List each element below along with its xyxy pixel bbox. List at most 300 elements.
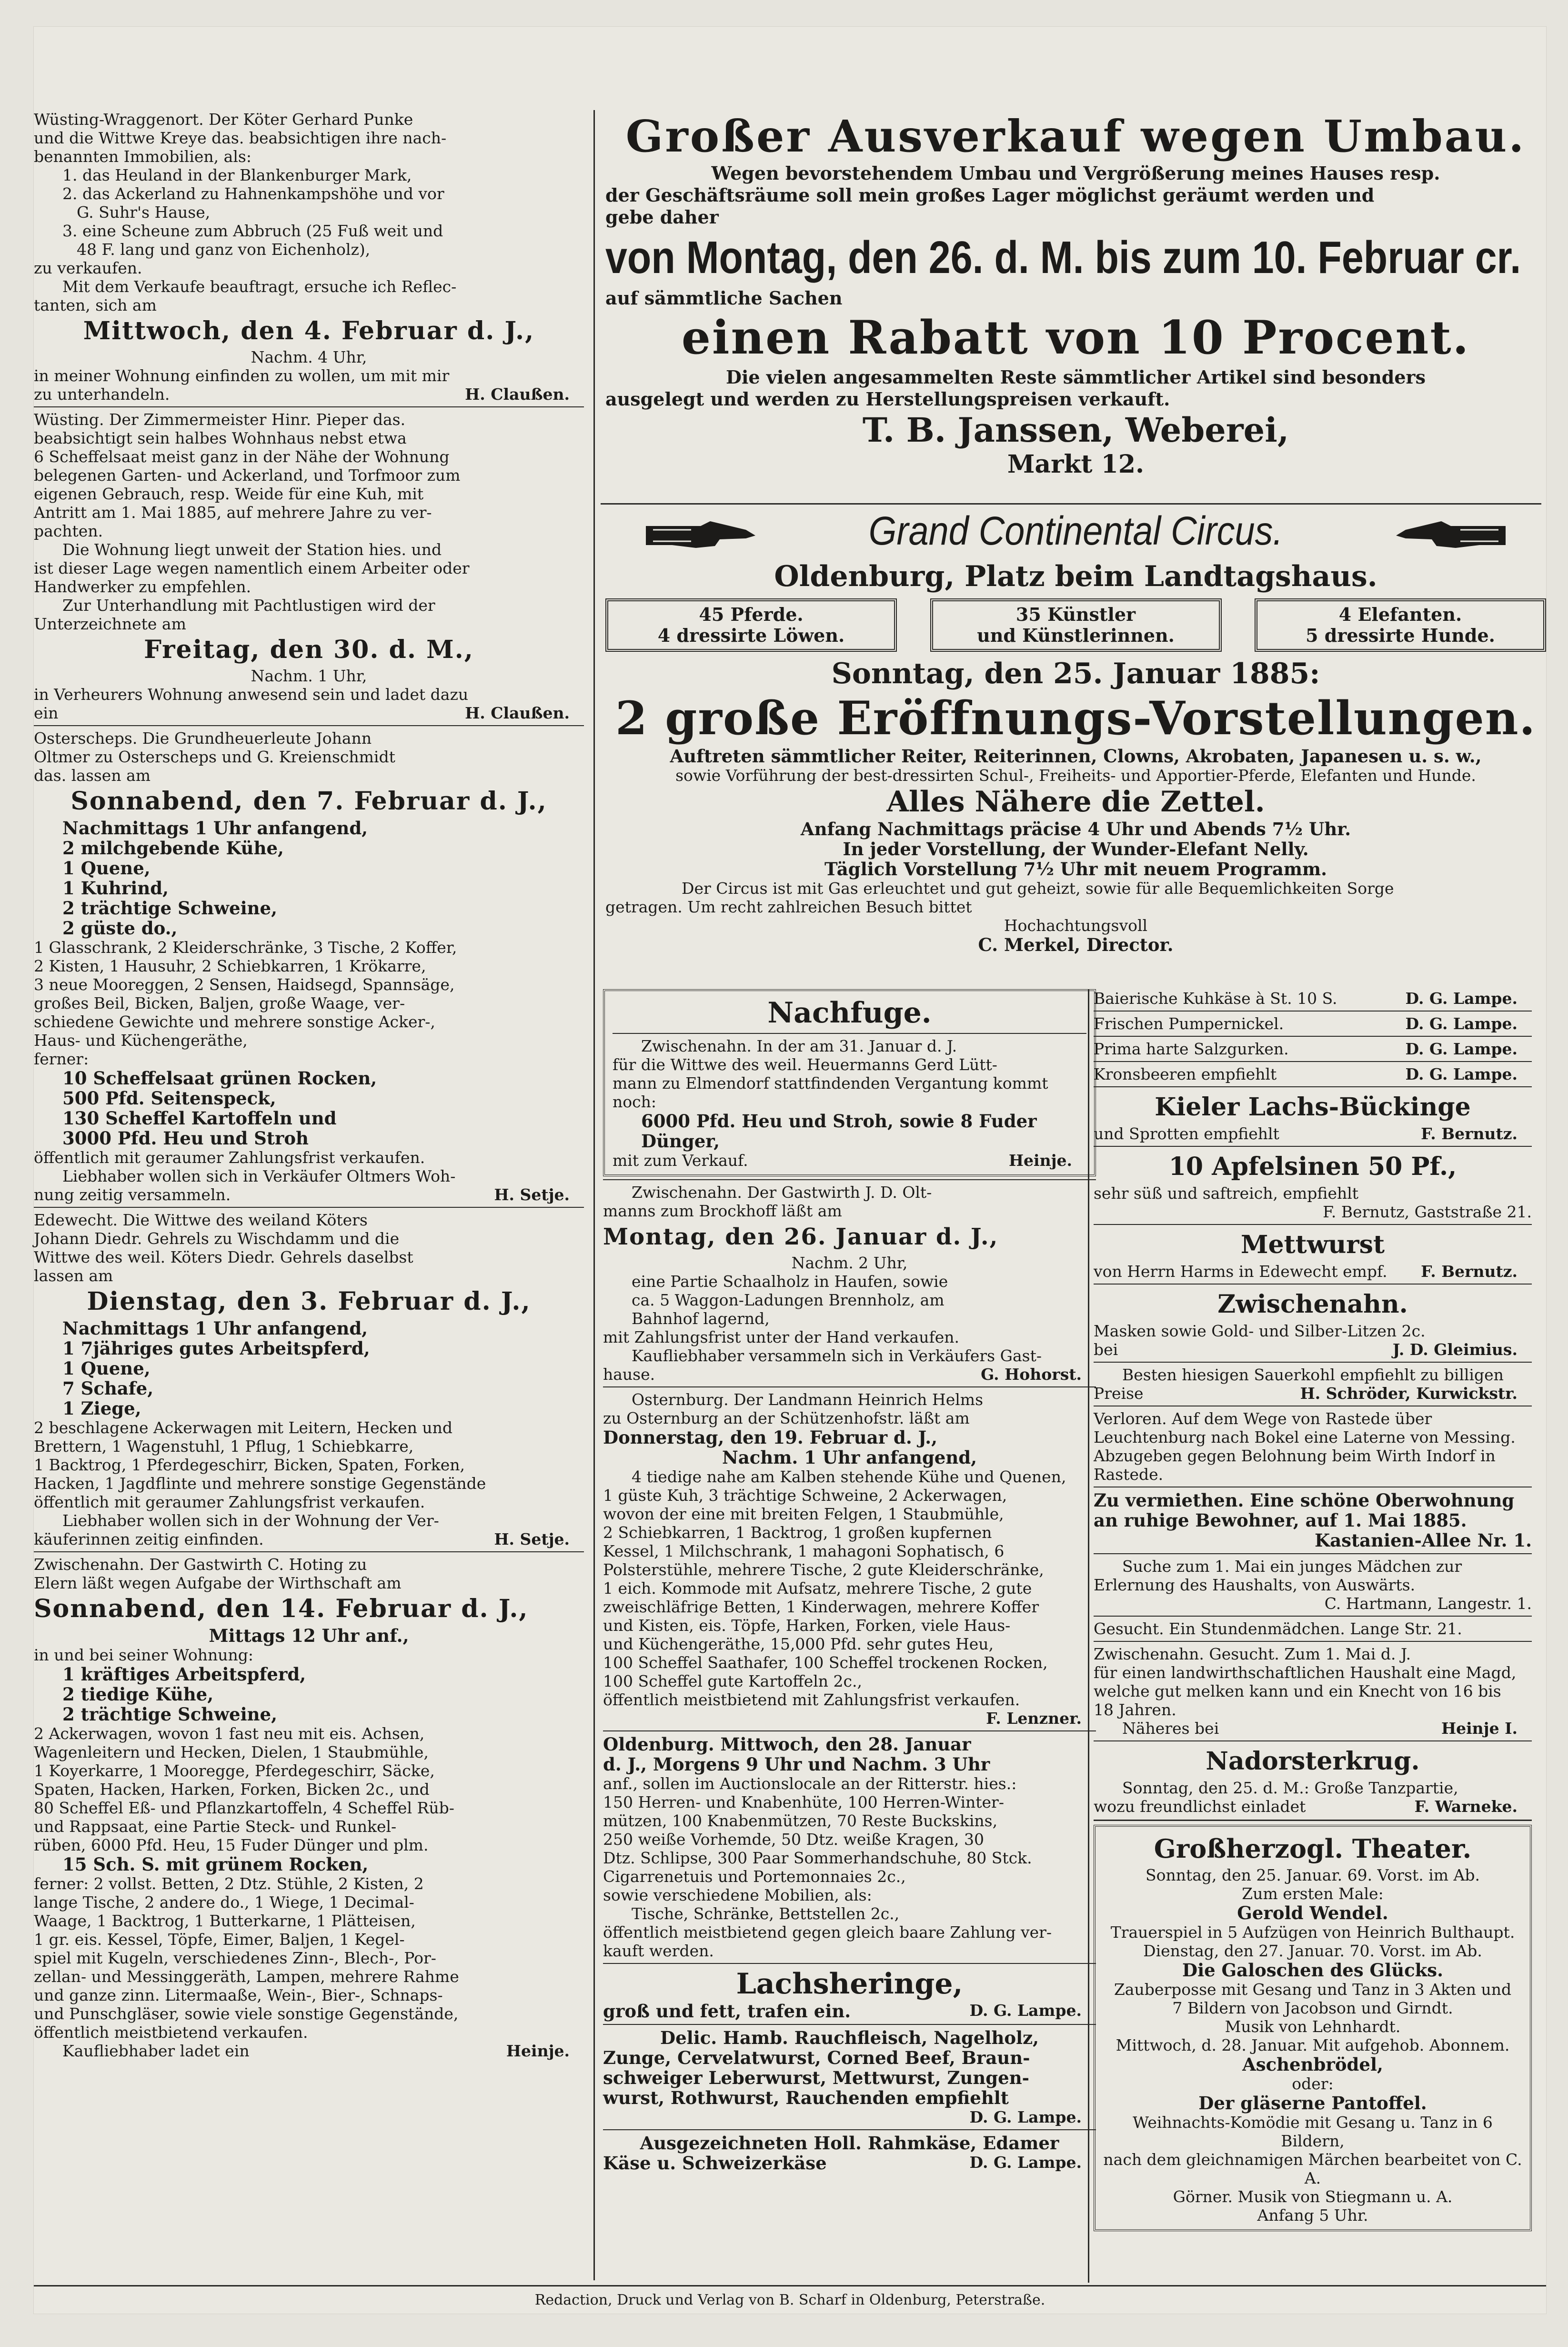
ad-time: Nachm. 4 Uhr, (251, 348, 367, 366)
text-line: das. lassen am (34, 766, 151, 785)
item-line: 1 Kuhrind, (62, 878, 169, 899)
divider (1094, 1086, 1532, 1087)
text-line: Aschenbrödel, (1242, 2054, 1383, 2075)
text-line: 2 Schiebkarren, 1 Backtrog, 1 großen kupfernen (603, 1523, 992, 1542)
text-line: Erlernung des Haushalts, von Auswärts. (1094, 1576, 1416, 1594)
text-line: zu Osternburg an der Schützenhofstr. läßt am (603, 1409, 970, 1427)
text-line: Gesucht. Ein Stundenmädchen. Lange Str. 21. (1094, 1619, 1462, 1638)
text-line: Waage, 1 Backtrog, 1 Butterkarne, 1 Plätteisen, (34, 1912, 416, 1930)
item-line: 130 Scheffel Kartoffeln und (62, 1108, 337, 1129)
text-line: tanten, sich am (34, 296, 157, 314)
divider (1094, 1362, 1532, 1363)
ad-date: Montag, den 26. Januar d. J., (603, 1224, 999, 1250)
text-line: Täglich Vorstellung 7½ Uhr mit neuem Programm. (824, 859, 1327, 880)
text-line: Osternburg. Der Landmann Heinrich Helms (632, 1390, 984, 1409)
text-line: der Geschäftsräume soll mein großes Lager möglichst geräumt werden und (605, 184, 1375, 206)
text-line: Zu vermiethen. Eine schöne Oberwohnung (1094, 1490, 1515, 1511)
item-line: 3000 Pfd. Heu und Stroh (62, 1128, 309, 1149)
text-line: Musik von Lehnhardt. (1225, 2017, 1401, 2036)
text-line: 2 Kisten, 1 Hausuhr, 2 Schiebkarren, 1 Krökarre, (34, 957, 426, 975)
text-line: zu verkaufen. (34, 259, 142, 277)
ad-date: von Montag, den 26. d. M. bis zum 10. Februar cr. (605, 232, 1521, 283)
text-line: d. J., Morgens 9 Uhr und Nachm. 3 Uhr (603, 1754, 990, 1775)
ad-headline: Kieler Lachs-Bückinge (1155, 1093, 1471, 1122)
text-line: 250 weiße Vorhemde, 50 Dtz. weiße Kragen, 30 (603, 1830, 984, 1849)
text-line: 100 Scheffel Saathafer, 100 Scheffel trockenen Rocken, (603, 1653, 1048, 1672)
item-line: 1 Quene, (62, 858, 151, 879)
ad-headline: Nachfuge. (767, 996, 932, 1030)
ad-signature: F. Warneke. (1414, 1797, 1518, 1816)
text-line: zellan- und Messinggeräth, Lampen, mehrere Rahme (34, 1967, 459, 1986)
middle-column (603, 989, 1096, 2173)
divider (603, 1730, 1096, 1731)
text-line: 4 tiedige nahe am Kalben stehende Kühe und Quenen, (632, 1467, 1066, 1486)
ad-wuesting-pieper (34, 410, 584, 722)
divider (1094, 1820, 1532, 1821)
text-line: Die Wohnung liegt unweit der Station hies. und (62, 540, 442, 559)
text-line: und Kisten, eis. Töpfe, Harken, Forken, viele Haus- (603, 1616, 1011, 1635)
text-line: Der Circus ist mit Gas erleuchtet und gut geheizt, sowie für alle Bequemlichkeiten Sorge (682, 879, 1394, 898)
text-line: wozu freundlichst einladet (1094, 1797, 1306, 1816)
attraction-box (930, 598, 1222, 652)
text-line: eigenen Gebrauch, resp. Weide für eine Kuh, mit (34, 485, 424, 503)
text-line: 100 Scheffel gute Kartoffeln 2c., (603, 1672, 862, 1690)
ad-signature: D. G. Lampe. (969, 2153, 1082, 2172)
text-line: Der gläserne Pantoffel. (1198, 2093, 1427, 2114)
attraction-box (1255, 598, 1546, 652)
text-line: Spaten, Hacken, Harken, Forken, Bicken 2c., und (34, 1780, 430, 1799)
ad-edewecht (34, 1211, 584, 1548)
text-line: Zwischenahn. Der Gastwirth J. D. Olt- (632, 1183, 932, 1202)
text-line: oder: (1292, 2074, 1334, 2093)
text-line: noch: (613, 1093, 656, 1111)
text-line: in Verheurers Wohnung anwesend sein und ladet dazu (34, 685, 469, 704)
ad-signature: F. Bernutz. (1421, 1262, 1518, 1281)
ad-signature: F. Bernutz, Gaststraße 21. (1323, 1203, 1532, 1221)
text-line: Kaufliebhaber ladet ein (62, 2042, 250, 2060)
text-line: Zunge, Cervelatwurst, Corned Beef, Braun- (603, 2047, 1030, 2068)
divider (1094, 1224, 1532, 1225)
text-line: Zur Unterhandlung mit Pachtlustigen wird der (62, 596, 435, 615)
text-line: rüben, 6000 Pfd. Heu, 15 Fuder Dünger und plm. (34, 1836, 429, 1854)
text-line: für die Wittwe des weil. Heuermanns Gerd Lütt- (613, 1055, 997, 1074)
text-line: welche gut melken kann und ein Knecht von 16 bis (1094, 1682, 1501, 1700)
text-line: kauft werden. (603, 1942, 714, 1960)
text-line: Nachm. 2 Uhr, (791, 1254, 908, 1272)
text-line: öffentlich meistbietend gegen gleich baare Zahlung ver- (603, 1923, 1052, 1942)
text-line: Polsterstühle, mehrere Tische, 2 gute Kleiderschränke, (603, 1560, 1044, 1579)
text-line: Wüsting. Der Zimmermeister Hinr. Pieper das. (34, 410, 406, 429)
ad-address: Markt 12. (1007, 450, 1145, 479)
box-line: 45 Pferde. (699, 604, 804, 625)
divider (34, 1207, 584, 1208)
text-line: Haus- und Küchengeräthe, (34, 1031, 248, 1050)
text-line: sowie Vorführung der best-dressirten Schul-, Freiheits- und Apportier-Pferde, Elefanten und Hunde. (675, 766, 1476, 785)
ad-circus (605, 507, 1546, 955)
ad-signature: H. Schröder, Kurwickstr. (1300, 1384, 1518, 1403)
theater-title: Großherzogl. Theater. (1154, 1833, 1472, 1864)
text-line: Masken sowie Gold- und Silber-Litzen 2c. (1094, 1322, 1426, 1340)
column-rule-left (593, 110, 595, 2280)
text-line: und Küchengeräthe, 15,000 Pfd. sehr gutes Heu, (603, 1635, 994, 1653)
text-line: ein (34, 704, 59, 722)
ad-zwischenahn-oltmanns (603, 1183, 1096, 1384)
ad-zwischenahn-hoting (34, 1555, 584, 2060)
text-line: 1. das Heuland in der Blankenburger Mark, (62, 166, 412, 184)
ad-signature: C. Merkel, Director. (978, 934, 1174, 955)
text-line: Besten hiesigen Sauerkohl empfiehlt zu billigen (1122, 1366, 1504, 1384)
text-line: ferner: (34, 1050, 89, 1068)
top-rule (601, 503, 1541, 505)
text-line: Dtz. Schlipse, 300 Paar Sommerhandschuhe, 80 Stck. (603, 1849, 1032, 1867)
text-line: Trauerspiel in 5 Aufzügen von Heinrich Bulthaupt. (1110, 1923, 1515, 1942)
text-line: 3 neue Mooreggen, 2 Sensen, Haidsegd, Spannsäge, (34, 975, 455, 994)
item-line: 2 milchgebende Kühe, (62, 838, 284, 859)
ad-time: Nachmittags 1 Uhr anfangend, (62, 818, 368, 839)
text-line: 2. das Ackerland zu Hahnenkampshöhe und vor (62, 184, 444, 203)
ad-headline: Mettwurst (1241, 1230, 1385, 1259)
text-line: ca. 5 Waggon-Ladungen Brennholz, am (632, 1291, 945, 1309)
text-line: Zwischenahn. Der Gastwirth C. Hoting zu (34, 1555, 367, 1574)
text-line: Anfang Nachmittags präcise 4 Uhr und Abends 7½ Uhr. (800, 819, 1351, 840)
ad-signature: H. Setje. (494, 1185, 570, 1204)
divider (1094, 1553, 1532, 1554)
ad-signature: D. G. Lampe. (1405, 1040, 1518, 1058)
item-line: 1 Ziege, (62, 1398, 141, 1419)
text-line: Ausgezeichneten Holl. Rahmkäse, Edamer (640, 2133, 1059, 2154)
ad-kaese (603, 2133, 1096, 2173)
text-line: schweiger Leberwurst, Mettwurst, Zungen- (603, 2067, 1029, 2088)
ad-time: Mittags 12 Uhr anf., (209, 1625, 409, 1646)
text-line: Dünger, (641, 1131, 720, 1152)
text-line: mit Zahlungsfrist unter der Hand verkaufen. (603, 1328, 959, 1346)
text-line: Abzugeben gegen Belohnung beim Wirth Indorf in (1094, 1447, 1496, 1465)
text-line: Wüsting-Wraggenort. Der Köter Gerhard Punke (34, 110, 413, 129)
text-line: käuferinnen zeitig einfinden. (34, 1530, 264, 1548)
text-line: Suche zum 1. Mai ein junges Mädchen zur (1122, 1557, 1462, 1576)
text-line: Gerold Wendel. (1237, 1902, 1388, 1923)
item-line: 10 Scheffelsaat grünen Rocken, (62, 1068, 377, 1089)
divider (1094, 1146, 1532, 1147)
ad-headline: Nadorsterkrug. (1206, 1747, 1420, 1776)
text-line: öffentlich meistbietend verkaufen. (34, 2023, 308, 2042)
text-line: benannten Immobilien, als: (34, 147, 251, 166)
text-line: Die vielen angesammelten Reste sämmtlicher Artikel sind besonders (726, 366, 1426, 388)
text-line: in meiner Wohnung einfinden zu wollen, um mit mir (34, 366, 450, 385)
text-line: In jeder Vorstellung, der Wunder-Elefant Nelly. (843, 839, 1309, 860)
text-line: Antritt am 1. Mai 1885, auf mehrere Jahre zu ver- (34, 503, 432, 522)
circus-headline: 2 große Eröffnungs-Vorstellungen. (615, 691, 1536, 745)
text-line: Kronsbeeren empfiehlt (1094, 1065, 1277, 1083)
item-line: 2 trächtige Schweine, (62, 1704, 277, 1725)
text-line: Delic. Hamb. Rauchfleisch, Nagelholz, (660, 2027, 1039, 2048)
text-line: Tische, Schränke, Bettstellen 2c., (632, 1904, 900, 1923)
text-line: für einen landwirthschaftlichen Haushalt eine Magd, (1094, 1663, 1517, 1682)
box-line: 4 dressirte Löwen. (657, 625, 845, 646)
text-line: Zwischenahn. Gesucht. Zum 1. Mai d. J. (1094, 1645, 1411, 1663)
text-line: großes Beil, Bicken, Baljen, große Waage, ver- (34, 994, 405, 1012)
text-line: 1 güste Kuh, 3 trächtige Schweine, 2 Ackerwagen, (603, 1486, 1007, 1505)
text-line: Prima harte Salzgurken. (1094, 1040, 1289, 1058)
text-line: öffentlich mit geraumer Zahlungsfrist verkaufen. (34, 1148, 425, 1167)
text-line: Unterzeichnete am (34, 615, 186, 633)
text-line: und Sprotten empfiehlt (1094, 1124, 1279, 1143)
text-line: Hacken, 1 Jagdflinte und mehrere sonstige Gegenstände (34, 1474, 486, 1493)
text-line: 2 Ackerwagen, wovon 1 fast neu mit eis. Achsen, (34, 1724, 425, 1743)
divider (603, 1963, 1096, 1964)
ad-signature: D. G. Lampe. (1405, 989, 1518, 1008)
divider (1094, 1011, 1532, 1012)
text-line: hause. (603, 1365, 655, 1384)
newspaper-page (33, 26, 1547, 2314)
text-line: Verloren. Auf dem Wege von Rastede über (1094, 1409, 1432, 1428)
text-line: Görner. Musik von Stiegmann u. A. (1173, 2187, 1453, 2206)
text-line: nach dem gleichnamigen Märchen bearbeitet von C. A. (1103, 2150, 1522, 2187)
text-line: Cigarrenetuis und Portemonnaies 2c., (603, 1867, 906, 1886)
ad-signature: C. Hartmann, Langestr. 1. (1324, 1594, 1532, 1613)
text-line: Hochachtungsvoll (1004, 916, 1148, 935)
text-line: Sonntag, den 25. Januar. 69. Vorst. im Ab. (1146, 1866, 1480, 1884)
text-line: eine Partie Schaalholz in Haufen, sowie (632, 1272, 948, 1291)
ad-time: Nachm. 1 Uhr anfangend, (722, 1447, 977, 1468)
text-line: Näheres bei (1122, 1719, 1219, 1738)
text-line: ausgelegt und werden zu Herstellungspreisen verkauft. (605, 388, 1170, 410)
text-line: getragen. Um recht zahlreichen Besuch bittet (605, 898, 972, 916)
item-line: 2 güste do., (62, 918, 178, 939)
text-line: ferner: 2 vollst. Betten, 2 Dtz. Stühle, 2 Kisten, 2 (34, 1874, 424, 1893)
circus-attractions (605, 598, 1546, 652)
text-line: Wagenleitern und Hecken, Dielen, 1 Staubmühle, (34, 1743, 429, 1761)
divider (1094, 1036, 1532, 1037)
text-line: sowie verschiedene Mobilien, als: (603, 1886, 872, 1904)
text-line: in und bei seiner Wohnung: (34, 1646, 253, 1664)
text-line: Käse u. Schweizerkäse (603, 2153, 827, 2174)
item-line: 1 Quene, (62, 1358, 151, 1379)
ad-offer: einen Rabatt von 10 Procent. (681, 311, 1470, 364)
text-line: Preise (1094, 1384, 1144, 1403)
text-line: Zwischenahn. In der am 31. Januar d. J. (641, 1037, 957, 1055)
text-line: Osterscheps. Die Grundheuerleute Johann (34, 729, 372, 748)
left-column (34, 110, 584, 2060)
ad-headline: Lachsheringe, (736, 1967, 963, 2001)
text-line: beabsichtigt sein halbes Wohnhaus nebst etwa (34, 429, 407, 447)
ad-headline: Großer Ausverkauf wegen Umbau. (625, 111, 1526, 162)
ad-ausverkauf (605, 110, 1546, 479)
ad-date: Sonnabend, den 7. Februar d. J., (70, 787, 547, 816)
text-line: 1 Koyerkarre, 1 Mooregge, Pferdegeschirr, Säcke, (34, 1761, 435, 1780)
item-line: 2 tiedige Kühe, (62, 1684, 214, 1705)
divider (34, 406, 584, 407)
text-line: zu unterhandeln. (34, 385, 170, 404)
right-column (1094, 989, 1532, 2231)
ad-theater (1094, 1825, 1532, 2231)
ad-date: Donnerstag, den 19. Februar d. J., (603, 1427, 938, 1448)
text-line: öffentlich mit geraumer Zahlungsfrist verkaufen. (34, 1493, 425, 1511)
text-line: schiedene Gewichte und mehrere sonstige Acker-, (34, 1012, 435, 1031)
item-line: 15 Sch. S. mit grünem Rocken, (62, 1854, 369, 1875)
ad-signature: Heinje. (506, 2042, 570, 2060)
text-line: Sonntag, den 25. d. M.: Große Tanzpartie, (1122, 1779, 1458, 1797)
text-line: Kastanien-Allee Nr. 1. (1315, 1530, 1532, 1551)
text-line: 1 Backtrog, 1 Pferdegeschirr, Bicken, Spaten, Forken, (34, 1456, 465, 1474)
text-line: Rastede. (1094, 1465, 1164, 1484)
circus-place: Oldenburg, Platz beim Landtagshaus. (774, 560, 1377, 593)
ad-lachsheringe (603, 1967, 1096, 2021)
text-line: anf., sollen im Auctionslocale an der Ritterstr. hies.: (603, 1774, 1017, 1793)
text-line: Elern läßt wegen Aufgabe der Wirthschaft am (34, 1574, 402, 1592)
text-line: und ganze zinn. Litermaaße, Wein-, Bier-, Schnaps- (34, 1986, 443, 2004)
text-line: Liebhaber wollen sich in Verkäufer Oltmers Woh- (62, 1167, 456, 1185)
ad-date: Sonnabend, den 14. Februar d. J., (34, 1594, 529, 1623)
text-line: Handwerker zu empfehlen. (34, 577, 251, 596)
text-line: 1 Glasschrank, 2 Kleiderschränke, 3 Tische, 2 Koffer, (34, 938, 457, 957)
text-line: bei (1094, 1340, 1118, 1359)
box-line: 4 Elefanten. (1338, 604, 1462, 625)
text-line: Wittwe des weil. Köters Diedr. Gehrels daselbst (34, 1248, 413, 1266)
text-line: 18 Jahren. (1094, 1700, 1176, 1719)
ad-body (34, 110, 584, 314)
text-line: Kessel, 1 Milchschrank, 1 mahagoni Sophatisch, 6 (603, 1542, 1005, 1560)
text-line: auf sämmtliche Sachen (605, 287, 843, 309)
text-line: Die Galoschen des Glücks. (1182, 1960, 1443, 1981)
footer-rule (34, 2285, 1546, 2286)
text-line: G. Suhr's Hause, (77, 203, 211, 222)
text-line: und Punschgläser, sowie viele sonstige Gegenstände, (34, 2004, 459, 2023)
circus-zettel: Alles Nähere die Zettel. (886, 785, 1265, 819)
ad-date: Freitag, den 30. d. M., (144, 635, 474, 664)
ad-delicatessen (603, 2028, 1096, 2126)
ad-signature: D. G. Lampe. (969, 2108, 1082, 2126)
text-line: Mittwoch, d. 28. Januar. Mit aufgehob. Abonnem. (1116, 2036, 1510, 2054)
text-line: gebe daher (605, 206, 719, 228)
text-line: 3. eine Scheune zum Abbruch (25 Fuß weit und (62, 222, 443, 240)
ad-signature: Heinje. (1008, 1151, 1072, 1170)
text-line: belegenen Garten- und Ackerland, und Torfmoor zum (34, 466, 461, 485)
ad-osternburg-helms (603, 1390, 1096, 1728)
text-line: mit zum Verkauf. (613, 1151, 748, 1170)
ad-signature: H. Setje. (494, 1530, 570, 1548)
ad-headline: 10 Apfelsinen 50 Pf., (1168, 1152, 1457, 1181)
text-line: und die Wittwe Kreye das. beabsichtigen ihre nach- (34, 129, 447, 147)
text-line: von Herrn Harms in Edewecht empf. (1094, 1262, 1387, 1281)
box-line: 5 dressirte Hunde. (1306, 625, 1495, 646)
item-line: 500 Pfd. Seitenspeck, (62, 1088, 276, 1109)
text-line: Wegen bevorstehendem Umbau und Vergrößerung meines Hauses resp. (711, 162, 1440, 184)
text-line: öffentlich meistbietend mit Zahlungsfrist verkaufen. (603, 1690, 1020, 1709)
ad-signature: Heinje I. (1441, 1719, 1518, 1738)
text-line: Oltmer zu Osterscheps und G. Kreienschmidt (34, 748, 395, 766)
ad-signature: J. D. Gleimius. (1392, 1340, 1518, 1359)
box-line: und Künstlerinnen. (977, 625, 1175, 646)
text-line: lassen am (34, 1266, 113, 1285)
text-line: sehr süß und saftreich, empfiehlt (1094, 1184, 1359, 1203)
ad-signature: G. Hohorst. (981, 1365, 1082, 1384)
ad-signature: F. Lenzner. (986, 1709, 1082, 1728)
text-line: nung zeitig versammeln. (34, 1185, 231, 1204)
ad-signature: D. G. Lampe. (1405, 1065, 1518, 1083)
text-line: Baierische Kuhkäse à St. 10 S. (1094, 989, 1337, 1008)
text-line: Anfang 5 Uhr. (1257, 2206, 1368, 2225)
attraction-box (605, 598, 897, 652)
box-line: 35 Künstler (1015, 604, 1136, 625)
divider (1094, 1284, 1532, 1285)
text-line: pachten. (34, 522, 103, 540)
ad-signature: H. Claußen. (465, 704, 570, 722)
ad-date: Dienstag, den 3. Februar d. J., (87, 1287, 531, 1316)
ad-signature: F. Bernutz. (1421, 1124, 1518, 1143)
text-line: manns zum Brockhoff läßt am (603, 1202, 842, 1220)
text-line: Dienstag, den 27. Januar. 70. Vorst. im Ab. (1143, 1942, 1482, 1960)
text-line: an ruhige Bewohner, auf 1. Mai 1885. (1094, 1510, 1467, 1531)
text-line: 48 F. lang und ganz von Eichenholz), (77, 240, 371, 259)
text-line: Oldenburg. Mittwoch, den 28. Januar (603, 1734, 971, 1755)
text-line: Zum ersten Male: (1242, 1884, 1384, 1903)
text-line: 1 eich. Kommode mit Aufsatz, mehrere Tische, 2 gute (603, 1579, 1032, 1598)
text-line: lange Tische, 2 andere do., 1 Wiege, 1 Decimal- (34, 1893, 414, 1912)
divider (1094, 1740, 1532, 1741)
text-line: Brettern, 1 Wagenstuhl, 1 Pflug, 1 Schiebkarre, (34, 1437, 414, 1456)
text-line: 150 Herren- und Knabenhüte, 100 Herren-Winter- (603, 1793, 1004, 1811)
text-line: Zauberposse mit Gesang und Tanz in 3 Akten und (1114, 1980, 1512, 1999)
ad-signature: H. Claußen. (465, 385, 570, 404)
ad-nachfuge (603, 989, 1096, 1176)
text-line: mützen, 100 Knabenmützen, 70 Reste Buckskins, (603, 1811, 998, 1830)
ad-osterscheps (34, 729, 584, 1204)
divider (1094, 1616, 1532, 1617)
ad-headline: Zwischenahn. (1217, 1290, 1408, 1319)
text-line: Johann Diedr. Gehrels zu Wischdamm und die (34, 1229, 400, 1248)
text-line: 80 Scheffel Eß- und Pflanzkartoffeln, 4 Scheffel Rüb- (34, 1799, 454, 1817)
item-line: 1 7jähriges gutes Arbeitspferd, (62, 1338, 370, 1359)
text-line: Auftreten sämmtlicher Reiter, Reiterinnen, Clowns, Akrobaten, Japanesen u. s. w., (670, 746, 1482, 767)
text-line: Bahnhof lagernd, (632, 1309, 770, 1328)
text-line: Kaufliebhaber versammeln sich in Verkäufers Gast- (632, 1346, 1042, 1365)
divider (34, 725, 584, 726)
text-line: und Rappsaat, eine Partie Steck- und Runkel- (34, 1817, 397, 1836)
item-line: 7 Schafe, (62, 1378, 154, 1399)
circus-title: Grand Continental Circus. (868, 508, 1283, 553)
divider (603, 1386, 1096, 1387)
text-line: mann zu Elmendorf stattfindenden Vergantung kommt (613, 1074, 1048, 1093)
divider (603, 2129, 1096, 2130)
ad-time: Nachm. 1 Uhr, (251, 667, 367, 685)
item-line: 2 trächtige Schweine, (62, 898, 277, 919)
text-line: groß und fett, trafen ein. (603, 2001, 851, 2022)
ad-signature: D. G. Lampe. (1405, 1014, 1518, 1033)
text-line: 1 gr. eis. Kessel, Töpfe, Eimer, Baljen, 1 Kegel- (34, 1930, 405, 1949)
text-line: 6 Scheffelsaat meist ganz in der Nähe der Wohnung (34, 447, 450, 466)
text-line: wurst, Rothwurst, Rauchenden empfiehlt (603, 2087, 1009, 2108)
text-line: 7 Bildern von Jacobson und Girndt. (1172, 1999, 1453, 2017)
ad-signature: D. G. Lampe. (969, 2001, 1082, 2020)
ad-date: Mittwoch, den 4. Februar d. J., (83, 316, 535, 345)
text-line: wovon der eine mit breiten Felgen, 1 Staubmühle, (603, 1505, 1004, 1523)
ad-oldenburg-auction (603, 1734, 1096, 1960)
text-line: 6000 Pfd. Heu und Stroh, sowie 8 Fuder (641, 1111, 1037, 1132)
ad-small-lampe (1094, 989, 1532, 1083)
ad-wuesting-wraggenort (34, 110, 584, 404)
divider (1094, 1641, 1532, 1642)
pointing-hand-left-icon (1394, 516, 1508, 555)
divider (1094, 1061, 1532, 1062)
text-line: 2 beschlagene Ackerwagen mit Leitern, Hecken und (34, 1418, 452, 1437)
text-line: ist dieser Lage wegen namentlich einem Arbeiter oder (34, 559, 470, 577)
text-line: Leuchtenburg nach Bokel eine Laterne von Messing. (1094, 1428, 1516, 1447)
divider (603, 1179, 1096, 1180)
footer-imprint: Redaction, Druck und Verlag von B. Scharf in Oldenburg, Peterstraße. (534, 2292, 1045, 2308)
text-line: Mit dem Verkaufe beauftragt, ersuche ich Reflec- (62, 277, 457, 296)
text-line: Liebhaber wollen sich in der Wohnung der Ver- (62, 1511, 439, 1530)
